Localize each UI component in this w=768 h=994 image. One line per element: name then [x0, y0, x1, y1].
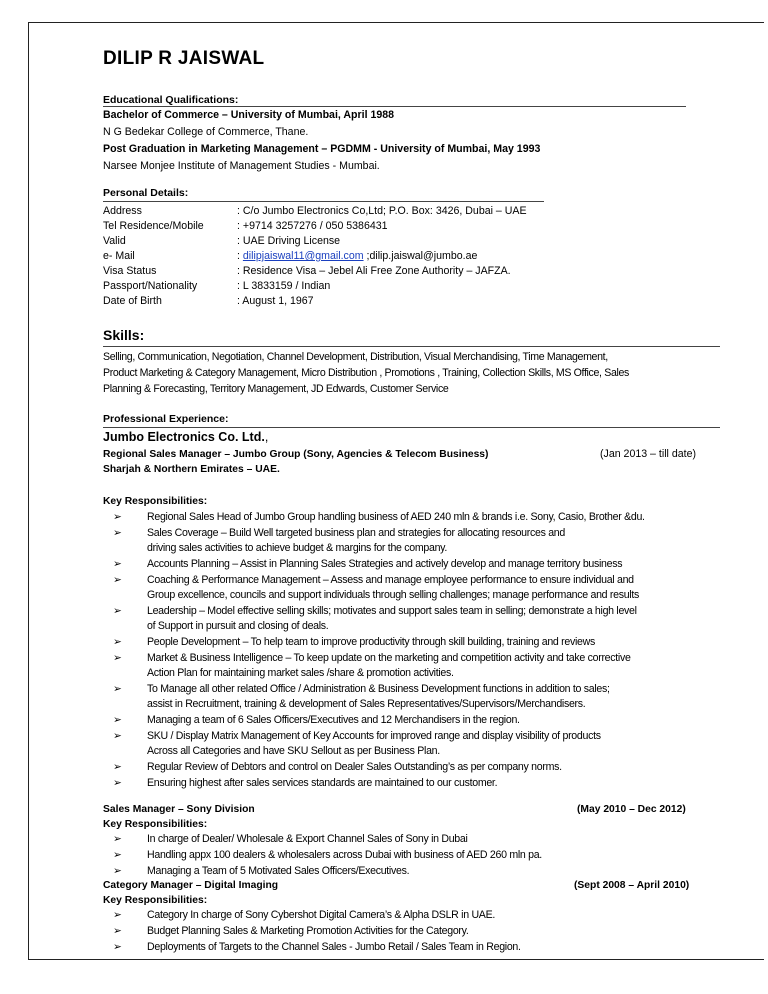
education-heading: Educational Qualifications: — [103, 94, 239, 106]
applicant-name: DILIP R JAISWAL — [103, 48, 265, 69]
arrow-bullet-icon: ➢ — [113, 574, 122, 586]
email-link[interactable]: dilipjaiswal11@gmail.com — [242, 250, 364, 262]
responsibilities-heading: Key Responsibilities: — [103, 895, 208, 906]
role-dates: (Jan 2013 – till date) — [600, 448, 696, 460]
personal-value: : Residence Visa – Jebel Ali Free Zone Authority – JAFZA. — [237, 265, 511, 277]
personal-label: Valid — [103, 235, 126, 247]
bullet-text: Accounts Planning – Assist in Planning Sales Strategies and actively develop and manage territory business — [147, 558, 623, 570]
personal-value: : L 3833159 / Indian — [237, 280, 331, 292]
arrow-bullet-icon: ➢ — [113, 925, 122, 937]
responsibilities-heading: Key Responsibilities: — [103, 496, 208, 507]
bullet-text: driving sales activities to achieve budget & margins for the company. — [147, 542, 448, 554]
skills-line: Planning & Forecasting, Territory Management, JD Edwards, Customer Service — [103, 383, 449, 395]
bullet-text: Category In charge of Sony Cybershot Digital Camera’s & Alpha DSLR in UAE. — [147, 909, 495, 921]
arrow-bullet-icon: ➢ — [113, 605, 122, 617]
skills-line: Product Marketing & Category Management, Micro Distribution , Promotions , Training, Collection Skills, MS Office, Sales — [103, 367, 629, 379]
arrow-bullet-icon: ➢ — [113, 777, 122, 789]
education-line: N G Bedekar College of Commerce, Thane. — [103, 126, 309, 138]
skills-rule — [103, 346, 720, 347]
arrow-bullet-icon: ➢ — [113, 865, 122, 877]
skills-line: Selling, Communication, Negotiation, Channel Development, Distribution, Visual Merchandising, Time Management, — [103, 351, 608, 363]
bullet-text: In charge of Dealer/ Wholesale & Export Channel Sales of Sony in Dubai — [147, 833, 468, 845]
role-dates: (May 2010 – Dec 2012) — [577, 804, 686, 815]
personal-value: : August 1, 1967 — [237, 295, 314, 307]
bullet-text: Market & Business Intelligence – To keep update on the marketing and competition activity and take corrective — [147, 652, 631, 664]
personal-label: Tel Residence/Mobile — [103, 220, 204, 232]
arrow-bullet-icon: ➢ — [113, 909, 122, 921]
education-rule — [103, 106, 686, 107]
personal-value — [237, 249, 477, 264]
bullet-text: Regional Sales Head of Jumbo Group handling business of AED 240 mln & brands i.e. Sony, Casio, Brother &du. — [147, 511, 645, 523]
bullet-text: Leadership – Model effective selling skills; motivates and support sales team in selling; demonstrate a high level — [147, 605, 637, 617]
company-line — [103, 430, 268, 444]
bullet-text: Group excellence, councils and support individuals through selling challenges; manage performance and results — [147, 589, 640, 601]
arrow-bullet-icon: ➢ — [113, 683, 122, 695]
bullet-text: Handling appx 100 dealers & wholesalers across Dubai with business of AED 260 mln pa. — [147, 849, 542, 861]
arrow-bullet-icon: ➢ — [113, 636, 122, 648]
experience-rule — [103, 427, 720, 428]
arrow-bullet-icon: ➢ — [113, 714, 122, 726]
bullet-text: Ensuring highest after sales services standards are maintained to our customer. — [147, 777, 498, 789]
personal-label: Passport/Nationality — [103, 280, 198, 292]
bullet-text: Action Plan for maintaining market sales /share & promotion activities. — [147, 667, 454, 679]
email-secondary: ;dilip.jaiswal@jumbo.ae — [363, 250, 478, 262]
bullet-text: Deployments of Targets to the Channel Sales - Jumbo Retail / Sales Team in Region. — [147, 941, 521, 953]
bullet-text: assist in Recruitment, training & development of Sales Representatives/Supervisors/Merchandisers. — [147, 698, 586, 710]
bullet-text: Coaching & Performance Management – Assess and manage employee performance to ensure individual and — [147, 574, 634, 586]
experience-heading: Professional Experience: — [103, 413, 229, 425]
bullet-text: Regular Review of Debtors and control on Dealer Sales Outstanding’s as per company norms. — [147, 761, 562, 773]
bullet-text: Across all Categories and have SKU Sellout as per Business Plan. — [147, 745, 440, 757]
personal-rule — [103, 201, 544, 202]
bullet-text: of Support in pursuit and closing of deals. — [147, 620, 329, 632]
bullet-text: Budget Planning Sales & Marketing Promotion Activities for the Category. — [147, 925, 469, 937]
role-title: Regional Sales Manager – Jumbo Group (Sony, Agencies & Telecom Business) — [103, 449, 489, 460]
personal-label: Visa Status — [103, 265, 157, 277]
education-line: Post Graduation in Marketing Management – PGDMM - University of Mumbai, May 1993 — [103, 143, 541, 155]
responsibilities-heading: Key Responsibilities: — [103, 819, 208, 830]
personal-value: : C/o Jumbo Electronics Co,Ltd; P.O. Box: 3426, Dubai – UAE — [237, 205, 527, 217]
bullet-text: Managing a Team of 5 Motivated Sales Officers/Executives. — [147, 865, 410, 877]
personal-label: Date of Birth — [103, 295, 162, 307]
personal-label: Address — [103, 205, 142, 217]
email-prefix: : — [237, 250, 243, 262]
company-suffix: , — [264, 430, 269, 444]
arrow-bullet-icon: ➢ — [113, 833, 122, 845]
role-dates: (Sept 2008 – April 2010) — [574, 880, 690, 891]
personal-heading: Personal Details: — [103, 187, 189, 199]
bullet-text: People Development – To help team to improve productivity through skill building, training and reviews — [147, 636, 595, 648]
bullet-text: To Manage all other related Office / Administration & Business Development functions in addition to sales; — [147, 683, 610, 695]
bullet-text: Managing a team of 6 Sales Officers/Executives and 12 Merchandisers in the region. — [147, 714, 520, 726]
arrow-bullet-icon: ➢ — [113, 558, 122, 570]
role-title: Sales Manager – Sony Division — [103, 804, 255, 815]
education-line: Bachelor of Commerce – University of Mumbai, April 1988 — [103, 109, 395, 121]
skills-heading: Skills: — [103, 327, 145, 343]
company-name: Jumbo Electronics Co. Ltd. — [103, 430, 265, 444]
arrow-bullet-icon: ➢ — [113, 849, 122, 861]
arrow-bullet-icon: ➢ — [113, 730, 122, 742]
arrow-bullet-icon: ➢ — [113, 527, 122, 539]
role-region: Sharjah & Northern Emirates – UAE. — [103, 464, 280, 475]
arrow-bullet-icon: ➢ — [113, 941, 122, 953]
education-line: Narsee Monjee Institute of Management Studies - Mumbai. — [103, 160, 380, 172]
bullet-text: SKU / Display Matrix Management of Key Accounts for improved range and display visibility of products — [147, 730, 601, 742]
bullet-text: Sales Coverage – Build Well targeted business plan and strategies for allocating resources and — [147, 527, 565, 539]
arrow-bullet-icon: ➢ — [113, 652, 122, 664]
personal-label: e- Mail — [103, 250, 135, 262]
personal-value: : +9714 3257276 / 050 5386431 — [237, 220, 388, 232]
role-title: Category Manager – Digital Imaging — [103, 880, 279, 891]
arrow-bullet-icon: ➢ — [113, 761, 122, 773]
personal-value: : UAE Driving License — [237, 235, 341, 247]
arrow-bullet-icon: ➢ — [113, 511, 122, 523]
